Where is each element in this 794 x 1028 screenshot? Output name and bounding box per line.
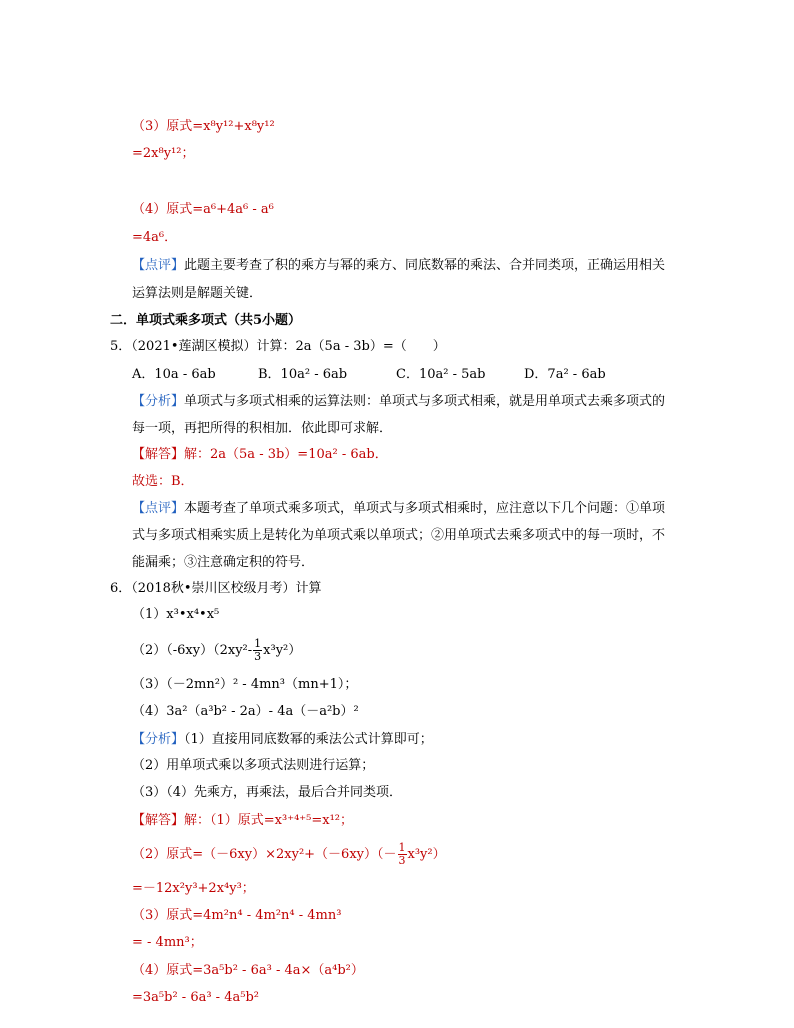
option-c: C．10a² - 5ab — [396, 367, 486, 382]
q5-comment-line3: 能漏乘；③注意确定积的符号． — [132, 555, 315, 570]
fraction-denominator: 3 — [254, 650, 262, 663]
comment-line1 — [132, 257, 665, 275]
q5-analysis-line1 — [132, 393, 665, 411]
q6-item2 — [132, 638, 301, 663]
q6-answer2-line2: =－12x²y³+2x⁴y³； — [132, 881, 255, 896]
fraction-numerator: 1 — [398, 841, 406, 854]
analysis-text: （1）直接用同底数幂的乘法公式计算即可； — [184, 732, 433, 747]
q3-solution-line2: =2x⁸y¹²； — [132, 146, 195, 161]
q5-answer-line — [132, 446, 388, 464]
question-5-stem: 5．（2021•莲湖区模拟）计算：2a（5a - 3b）=（ ） — [110, 339, 446, 354]
comment-text: 此题主要考查了积的乘方与幂的乘方、同底数幂的乘法、合并同类项，正确运用相关 — [184, 258, 666, 273]
q6-item2-suffix: x³y²） — [263, 643, 302, 658]
q6-answer3-line2: = - 4mn³； — [132, 935, 203, 950]
comment-tag: 【点评】 — [132, 501, 185, 516]
option-a: A．10a - 6ab — [132, 367, 216, 382]
answer-text: 解：2a（5a - 3b）=10a² - 6ab． — [184, 447, 388, 462]
analysis-text: 单项式与多项式相乘的运算法则：单项式与多项式相乘，就是用单项式去乘多项式的 — [184, 394, 666, 409]
option-b: B．10a² - 6ab — [258, 367, 348, 382]
q6-answer-line1 — [132, 812, 353, 830]
q6-item3: （3）（－2mn²）² - 4mn³（mn+1）； — [132, 677, 358, 692]
q6-answer4-line1: （4）原式=3a⁵b² - 6a³ - 4a×（a⁴b²） — [132, 963, 364, 978]
fraction-denominator: 3 — [398, 854, 406, 867]
q4-solution-line1: （4）原式=a⁶+4a⁶ - a⁶ — [132, 202, 274, 217]
q5-analysis-line2: 每一项，再把所得的积相加．依此即可求解． — [132, 421, 393, 436]
q5-choice: 故选：B． — [132, 474, 194, 489]
comment-tag: 【点评】 — [132, 258, 185, 273]
analysis-tag: 【分析】 — [132, 394, 185, 409]
question-6-stem: 6．（2018秋•崇川区校级月考）计算 — [110, 581, 322, 596]
answer-tag: 【解答】 — [132, 447, 185, 462]
comment-line2: 运算法则是解题关键． — [132, 286, 263, 301]
q5-comment-line1 — [132, 500, 665, 518]
q3-solution-line1: （3）原式=x⁸y¹²+x⁸y¹² — [132, 119, 275, 134]
answer2-suffix: x³y²） — [407, 847, 446, 862]
option-d: D．7a² - 6ab — [524, 367, 606, 382]
answer-text: 解：（1）原式=x³⁺⁴⁺⁵=x¹²； — [184, 813, 354, 828]
q6-analysis-line3: （3）（4）先乘方，再乘法，最后合并同类项． — [132, 785, 403, 800]
analysis-tag: 【分析】 — [132, 732, 185, 747]
comment-text: 本题考查了单项式乘多项式，单项式与多项式相乘时，应注意以下几个问题：①单项 — [184, 501, 666, 516]
q6-item2-prefix: （2）（-6xy）（2xy²- — [132, 643, 253, 658]
q6-item4: （4）3a²（a³b² - 2a）- 4a（－a²b）² — [132, 704, 359, 719]
q6-answer4-line2: =3a⁵b² - 6a³ - 4a⁵b² — [132, 990, 259, 1005]
q6-item1: （1）x³•x⁴•x⁵ — [132, 607, 220, 622]
fraction-numerator: 1 — [254, 637, 262, 650]
section-title: 二．单项式乘多项式（共5小题） — [110, 313, 302, 328]
answer2-prefix: （2）原式=（－6xy）×2xy²+（－6xy）（－ — [132, 847, 397, 862]
q4-solution-line2: =4a⁶． — [132, 230, 178, 245]
fraction — [398, 842, 407, 867]
q6-analysis-line1 — [132, 731, 433, 749]
answer-tag: 【解答】 — [132, 813, 185, 828]
q6-answer3-line1: （3）原式=4m²n⁴ - 4m²n⁴ - 4mn³ — [132, 908, 342, 923]
q6-analysis-line2: （2）用单项式乘以多项式法则进行运算； — [132, 758, 375, 773]
q6-answer2-line1 — [132, 842, 446, 867]
q5-comment-line2: 式与多项式相乘实质上是转化为单项式乘以单项式；②用单项式去乘多项式中的每一项时，不 — [132, 528, 666, 543]
fraction — [253, 638, 262, 663]
